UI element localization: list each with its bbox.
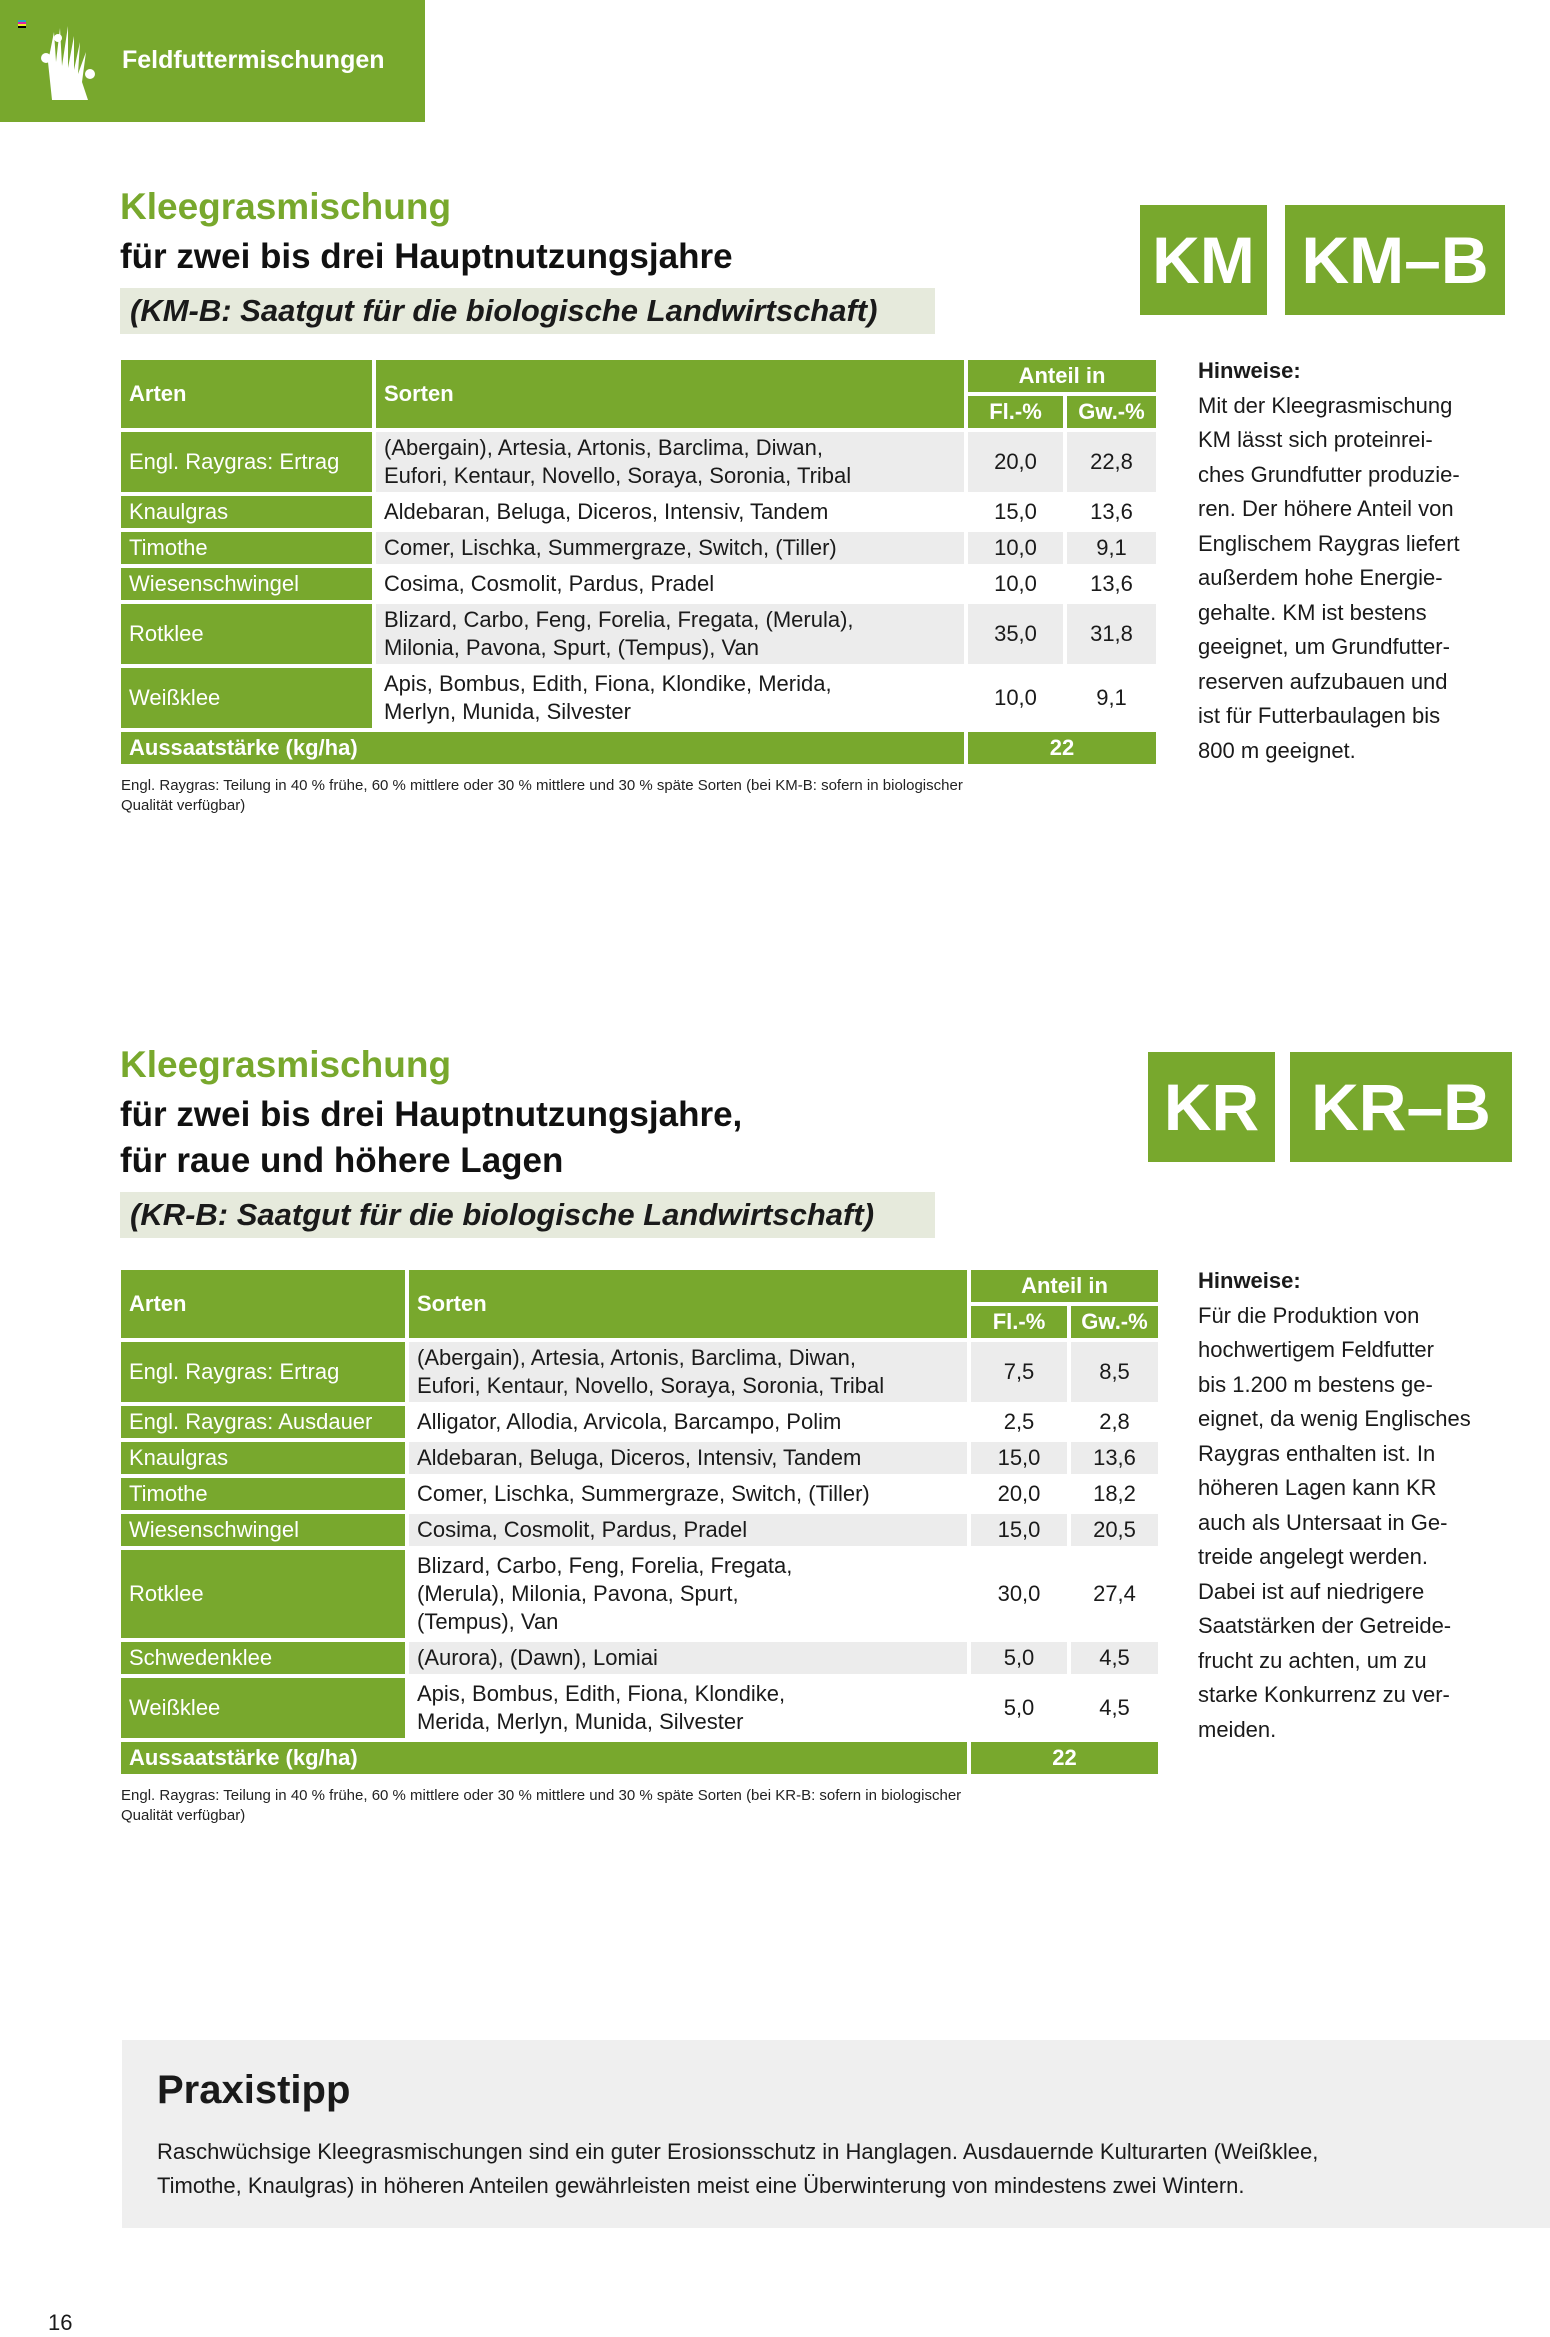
- sorten-line: (Abergain), Artesia, Artonis, Barclima, Diwan,: [417, 1345, 856, 1370]
- page-number: 16: [48, 2310, 73, 2335]
- notes-line: Mit der Kleegrasmischung: [1198, 392, 1453, 418]
- organic-tag: (KM-B: Saatgut für die biologische Landwirtschaft): [120, 288, 935, 334]
- mixture-table-kr: [121, 1266, 1164, 1778]
- sorten-line: (Abergain), Artesia, Artonis, Barclima, Diwan,: [384, 435, 823, 460]
- cell-arten: Timothe: [121, 1478, 405, 1510]
- cell-sorten: [409, 1550, 967, 1638]
- cell-fl: 30,0: [971, 1550, 1067, 1638]
- mixture-table-km-block: [121, 360, 1164, 816]
- badge-kr: KR: [1148, 1052, 1275, 1162]
- cell-gw: 13,6: [1067, 568, 1156, 600]
- cell-fl: 5,0: [971, 1678, 1067, 1738]
- cell-arten: Engl. Raygras: Ertrag: [121, 432, 372, 492]
- table-row: [121, 1406, 1158, 1438]
- notes-line: eignet, da wenig Englisches: [1198, 1406, 1471, 1431]
- header-arten: Arten: [121, 1270, 405, 1338]
- mixture-table: [117, 1266, 1162, 1778]
- table-row: [121, 1678, 1158, 1738]
- mixture-table-kr-block: [121, 1270, 1164, 1826]
- header-gw: Gw.-%: [1071, 1306, 1158, 1338]
- notes-line: starke Konkurrenz zu ver-: [1198, 1682, 1450, 1707]
- cell-gw: 2,8: [1071, 1406, 1158, 1438]
- sorten-line: Merida, Merlyn, Munida, Silvester: [417, 1709, 744, 1734]
- sorten-line: Blizard, Carbo, Feng, Forelia, Fregata,: [417, 1553, 793, 1578]
- table-header-row: [121, 360, 1156, 392]
- footnote-line: Qualität verfügbar): [121, 1807, 246, 1824]
- notes-line: auch als Untersaat in Ge-: [1198, 1509, 1448, 1535]
- praxistipp-text: [157, 2135, 1318, 2203]
- notes-line: Saatstärken der Getreide-: [1198, 1613, 1452, 1638]
- notes-line: geeignet, um Grundfutter-: [1198, 634, 1450, 659]
- notes-line: Englischem Raygras liefert: [1198, 530, 1460, 556]
- cell-fl: 35,0: [968, 604, 1063, 664]
- notes-km: [1198, 354, 1460, 768]
- footer-label: Aussaatstärke (kg/ha): [121, 1742, 967, 1774]
- cell-gw: 13,6: [1071, 1442, 1158, 1474]
- cell-fl: 15,0: [971, 1514, 1067, 1546]
- sorten-line: (Aurora), (Dawn), Lomiai: [417, 1645, 658, 1670]
- cell-arten: Knaulgras: [121, 496, 372, 528]
- footnote-line: Engl. Raygras: Teilung in 40 % frühe, 60 % mittlere oder 30 % mittlere und 30 % späte Sorten (bei KM-B: sofern in biologischer: [121, 777, 963, 794]
- sorten-line: (Tempus), Van: [417, 1609, 559, 1634]
- cell-gw: 13,6: [1067, 496, 1156, 528]
- cell-fl: 7,5: [971, 1342, 1067, 1402]
- mixture-title: Kleegrasmischung: [120, 1044, 452, 1085]
- table-row: [121, 1478, 1158, 1510]
- notes-line: außerdem hohe Energie-: [1198, 565, 1443, 590]
- cell-fl: 20,0: [968, 432, 1063, 492]
- cell-arten: Rotklee: [121, 1550, 405, 1638]
- cell-sorten: [376, 432, 964, 492]
- cell-arten: Engl. Raygras: Ausdauer: [121, 1406, 405, 1438]
- notes-line: hochwertigem Feldfutter: [1198, 1337, 1434, 1362]
- sorten-line: Cosima, Cosmolit, Pardus, Pradel: [417, 1517, 748, 1542]
- notes-line: Für die Produktion von: [1198, 1302, 1420, 1328]
- header-anteil: Anteil in: [971, 1270, 1158, 1302]
- notes-line: höheren Lagen kann KR: [1198, 1475, 1437, 1500]
- praxistipp-title: Praxistipp: [157, 2068, 351, 2112]
- table-row: [121, 1342, 1158, 1402]
- table-row: [121, 496, 1156, 528]
- sorten-line: Eufori, Kentaur, Novello, Soraya, Soronia, Tribal: [417, 1373, 885, 1398]
- mixture-table-km: [121, 356, 1164, 768]
- cell-gw: 8,5: [1071, 1342, 1158, 1402]
- footer-label: Aussaatstärke (kg/ha): [121, 732, 964, 764]
- cell-fl: 15,0: [968, 496, 1063, 528]
- cell-gw: 27,4: [1071, 1550, 1158, 1638]
- notes-line: ist für Futterbaulagen bis: [1198, 703, 1441, 728]
- cell-fl: 10,0: [968, 532, 1063, 564]
- table-row: [121, 1514, 1158, 1546]
- notes-line: gehalte. KM ist bestens: [1198, 599, 1427, 625]
- sorten-line: Blizard, Carbo, Feng, Forelia, Fregata, (Merula),: [384, 607, 854, 632]
- table-row: [121, 1642, 1158, 1674]
- table-footnote: [121, 776, 1164, 816]
- cell-sorten: [409, 1678, 967, 1738]
- notes-line: bis 1.200 m bestens ge-: [1198, 1371, 1433, 1397]
- cell-arten: Weißklee: [121, 1678, 405, 1738]
- cell-sorten: [409, 1642, 967, 1674]
- sorten-line: Eufori, Kentaur, Novello, Soraya, Soronia, Tribal: [384, 463, 852, 488]
- badge-km-b: KM–B: [1285, 205, 1505, 315]
- sorten-line: Cosima, Cosmolit, Pardus, Pradel: [384, 571, 715, 596]
- footnote-line: Qualität verfügbar): [121, 797, 246, 814]
- print-color-marks-icon: [18, 20, 26, 28]
- mixture-subtitle: [120, 234, 733, 280]
- header-gw: Gw.-%: [1067, 396, 1156, 428]
- organic-tag: (KR-B: Saatgut für die biologische Landwirtschaft): [120, 1192, 935, 1238]
- subtitle-line: für zwei bis drei Hauptnutzungsjahre,: [120, 1095, 743, 1134]
- cell-sorten: [409, 1442, 967, 1474]
- cell-sorten: [376, 496, 964, 528]
- table-footer-row: [121, 732, 1156, 764]
- cell-arten: Wiesenschwingel: [121, 568, 372, 600]
- praxistipp-box: [122, 2040, 1550, 2228]
- notes-line: ren. Der höhere Anteil von: [1198, 496, 1454, 521]
- praxistipp-line: Raschwüchsige Kleegrasmischungen sind ein guter Erosionsschutz in Hanglagen. Ausdauernde Kulturarten (Weißklee,: [157, 2139, 1319, 2164]
- cell-arten: Timothe: [121, 532, 372, 564]
- cell-sorten: [376, 568, 964, 600]
- badge-kr-b: KR–B: [1290, 1052, 1512, 1162]
- badge-km: KM: [1140, 205, 1267, 315]
- sorten-line: Apis, Bombus, Edith, Fiona, Klondike, Merida,: [384, 671, 832, 696]
- sorten-line: Merlyn, Munida, Silvester: [384, 699, 631, 724]
- header-sorten: Sorten: [376, 360, 964, 428]
- cell-gw: 4,5: [1071, 1642, 1158, 1674]
- notes-line: reserven aufzubauen und: [1198, 668, 1448, 694]
- sorten-line: Comer, Lischka, Summergraze, Switch, (Tiller): [384, 535, 837, 560]
- grass-icon: [38, 22, 102, 102]
- sorten-line: Comer, Lischka, Summergraze, Switch, (Tiller): [417, 1481, 870, 1506]
- table-footer-row: [121, 1742, 1158, 1774]
- mixture-title: Kleegrasmischung: [120, 186, 452, 227]
- notes-heading: Hinweise:: [1198, 358, 1301, 383]
- cell-arten: Wiesenschwingel: [121, 1514, 405, 1546]
- table-row: [121, 1550, 1158, 1638]
- cell-arten: Rotklee: [121, 604, 372, 664]
- sorten-line: (Merula), Milonia, Pavona, Spurt,: [417, 1581, 739, 1606]
- cell-sorten: [409, 1478, 967, 1510]
- cell-sorten: [409, 1342, 967, 1402]
- cell-fl: 10,0: [968, 568, 1063, 600]
- section-header-title: Feldfuttermischungen: [122, 46, 385, 74]
- sorten-line: Aldebaran, Beluga, Diceros, Intensiv, Tandem: [384, 499, 829, 524]
- cell-gw: 4,5: [1071, 1678, 1158, 1738]
- table-row: [121, 1442, 1158, 1474]
- notes-line: treide angelegt werden.: [1198, 1544, 1428, 1569]
- cell-arten: Weißklee: [121, 668, 372, 728]
- cell-gw: 20,5: [1071, 1514, 1158, 1546]
- table-row: [121, 432, 1156, 492]
- header-arten: Arten: [121, 360, 372, 428]
- cell-sorten: [376, 604, 964, 664]
- cell-sorten: [409, 1406, 967, 1438]
- cell-fl: 2,5: [971, 1406, 1067, 1438]
- mixture-subtitle: [120, 1092, 742, 1184]
- mixture-table: [117, 356, 1160, 768]
- subtitle-line: für zwei bis drei Hauptnutzungsjahre: [120, 237, 733, 276]
- praxistipp-line: Timothe, Knaulgras) in höheren Anteilen gewährleisten meist eine Überwinterung von mindestens zwei Wintern.: [157, 2173, 1245, 2198]
- cell-arten: Knaulgras: [121, 1442, 405, 1474]
- footer-value: 22: [968, 732, 1156, 764]
- cell-gw: 22,8: [1067, 432, 1156, 492]
- cell-arten: Engl. Raygras: Ertrag: [121, 1342, 405, 1402]
- notes-line: 800 m geeignet.: [1198, 737, 1356, 763]
- notes-line: KM lässt sich proteinrei-: [1198, 427, 1433, 452]
- notes-line: Dabei ist auf niedrigere: [1198, 1578, 1425, 1604]
- cell-gw: 18,2: [1071, 1478, 1158, 1510]
- notes-kr: [1198, 1264, 1471, 1747]
- cell-arten: Schwedenklee: [121, 1642, 405, 1674]
- cell-sorten: [376, 668, 964, 728]
- cell-fl: 10,0: [968, 668, 1063, 728]
- sorten-line: Apis, Bombus, Edith, Fiona, Klondike,: [417, 1681, 786, 1706]
- footer-value: 22: [971, 1742, 1158, 1774]
- table-footnote: [121, 1786, 1164, 1826]
- header-fl: Fl.-%: [971, 1306, 1067, 1338]
- table-row: [121, 532, 1156, 564]
- sorten-line: Milonia, Pavona, Spurt, (Tempus), Van: [384, 635, 759, 660]
- table-header-row: [121, 1270, 1158, 1302]
- notes-heading: Hinweise:: [1198, 1268, 1301, 1293]
- header-anteil: Anteil in: [968, 360, 1156, 392]
- cell-gw: 9,1: [1067, 668, 1156, 728]
- table-row: [121, 604, 1156, 664]
- cell-sorten: [376, 532, 964, 564]
- table-row: [121, 668, 1156, 728]
- footnote-line: Engl. Raygras: Teilung in 40 % frühe, 60 % mittlere oder 30 % mittlere und 30 % späte Sorten (bei KR-B: sofern in biologischer: [121, 1787, 962, 1804]
- cell-gw: 31,8: [1067, 604, 1156, 664]
- subtitle-line: für raue und höhere Lagen: [120, 1141, 564, 1180]
- cell-fl: 15,0: [971, 1442, 1067, 1474]
- notes-line: Raygras enthalten ist. In: [1198, 1440, 1436, 1466]
- sorten-line: Alligator, Allodia, Arvicola, Barcampo, Polim: [417, 1409, 842, 1434]
- notes-line: ches Grundfutter produzie-: [1198, 461, 1460, 487]
- notes-line: frucht zu achten, um zu: [1198, 1647, 1427, 1673]
- notes-line: meiden.: [1198, 1716, 1277, 1742]
- header-fl: Fl.-%: [968, 396, 1063, 428]
- cell-fl: 5,0: [971, 1642, 1067, 1674]
- cell-gw: 9,1: [1067, 532, 1156, 564]
- cell-fl: 20,0: [971, 1478, 1067, 1510]
- table-row: [121, 568, 1156, 600]
- header-sorten: Sorten: [409, 1270, 967, 1338]
- sorten-line: Aldebaran, Beluga, Diceros, Intensiv, Tandem: [417, 1445, 862, 1470]
- cell-sorten: [409, 1514, 967, 1546]
